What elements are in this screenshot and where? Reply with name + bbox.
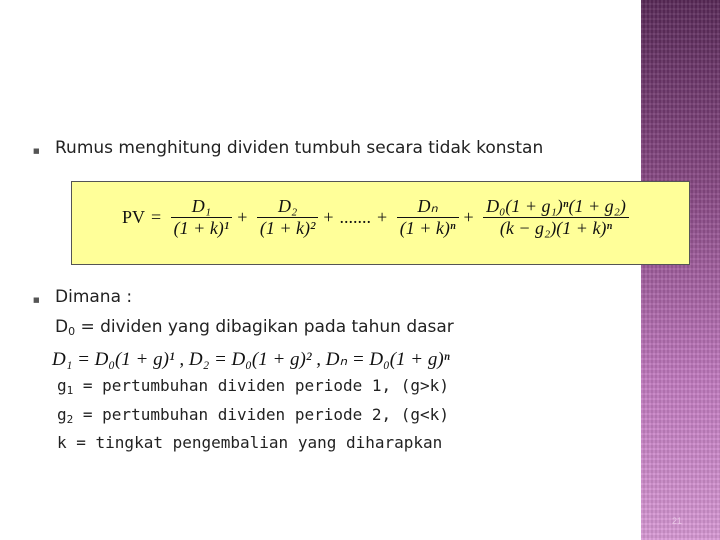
term-terminal: $\frac{\text{D₀(1 + g₁)ⁿ(1 + g₂)}}{\text{(k − g₂)(1 + k)ⁿ}}$ <box>483 196 629 239</box>
dividend-growth-formula: D₁ = D₀(1 + g)¹ , D₂ = D₀(1 + g)² , Dₙ = D₀(1 + g)ⁿ <box>52 349 450 370</box>
definition-d0: $D_0$ = dividen yang dibagikan pada tahun dasar <box>55 317 454 338</box>
definition-k: k = tingkat pengembalian yang diharapkan <box>57 433 443 452</box>
bullet-dot-icon: ■ <box>33 296 40 304</box>
dimana-heading: Dimana : <box>55 287 133 307</box>
formula-box <box>71 181 690 265</box>
term-n: $\frac{\text{Dₙ}}{\text{(1 + k)ⁿ}}$ <box>397 196 459 239</box>
pv-formula: PV = $\frac{\text{D₁}}{\text{(1 + k)¹}}$ + $\frac{\text{D₂}}{\text{(1 + k)²}}$ + ....... + $\frac{\text{Dₙ}}{\text{(1 + k)ⁿ}}$ + $\frac{\text{D₀(1 + g₁)ⁿ(1 + g₂)}}{\text{(k − g₂)(1 + k)ⁿ}}$ <box>119 196 631 239</box>
bullet-text-rumus: Rumus menghitung dividen tumbuh secara tidak konstan <box>55 138 544 158</box>
formula-lhs: PV <box>122 207 146 227</box>
page-number: 21 <box>672 516 683 526</box>
term-2: $\frac{\text{D₂}}{\text{(1 + k)²}}$ <box>257 196 319 239</box>
decorative-sidebar <box>641 0 720 540</box>
term-1: $\frac{\text{D₁}}{\text{(1 + k)¹}}$ <box>171 196 233 239</box>
bullet-dot-icon: ■ <box>33 147 40 155</box>
ellipsis: ....... <box>339 207 372 227</box>
definition-g1: $g_1$ = pertumbuhan dividen periode 1, (g>k) <box>57 376 449 397</box>
definition-g2: $g_2$ = pertumbuhan dividen periode 2, (g<k) <box>57 405 449 426</box>
